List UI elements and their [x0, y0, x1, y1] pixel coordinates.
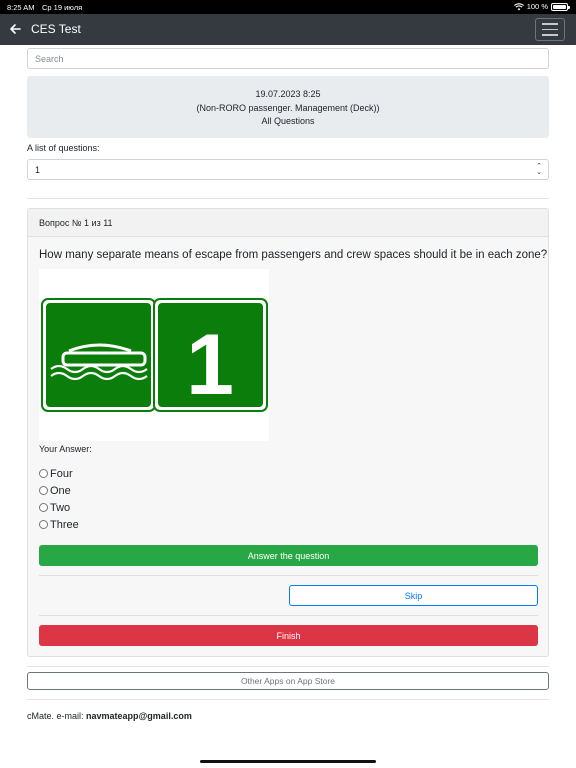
hamburger-icon [542, 23, 558, 25]
answer-option[interactable] [39, 499, 79, 516]
battery-percent: 100 % [526, 2, 548, 11]
answer-option[interactable] [39, 465, 79, 482]
answer-option[interactable] [39, 482, 79, 499]
status-right [514, 2, 568, 11]
answer-options [39, 465, 79, 533]
question-card-header: Вопрос № 1 из 11 [28, 209, 548, 237]
answer-option-label: Three [50, 518, 79, 531]
other-apps-button[interactable]: Other Apps on App Store [27, 672, 549, 690]
finish-button[interactable]: Finish [39, 625, 538, 646]
question-text: How many separate means of escape from passengers and crew spaces should it be in each zone? [39, 249, 548, 261]
question-card [27, 208, 549, 657]
answer-option-label: Four [50, 467, 73, 480]
status-date: Ср 19 июля [42, 3, 83, 12]
answer-option-label: One [50, 484, 71, 497]
question-image [39, 269, 269, 441]
radio-button[interactable] [39, 503, 48, 512]
menu-toggle-button[interactable] [535, 18, 565, 41]
divider [27, 699, 549, 700]
battery-icon [551, 3, 568, 11]
radio-button[interactable] [39, 486, 48, 495]
divider [39, 575, 538, 576]
status-bar [0, 0, 576, 14]
skip-button[interactable]: Skip [289, 585, 538, 606]
radio-button[interactable] [39, 469, 48, 478]
question-select-value: 1 [35, 165, 41, 175]
contact-email: navmateapp@gmail.com [86, 711, 192, 721]
navbar [0, 14, 576, 45]
answer-button[interactable]: Answer the question [39, 545, 538, 566]
divider [27, 666, 549, 667]
status-time: 8:25 AM [7, 3, 35, 12]
wifi-icon [514, 3, 524, 11]
home-indicator [200, 760, 376, 763]
select-chevron-icon: ⌃ ⌄ [536, 163, 542, 176]
test-category: (Non-RORO passenger. Management (Deck)) [196, 102, 380, 113]
divider [39, 615, 538, 616]
test-info-box [27, 76, 549, 138]
radio-button[interactable] [39, 520, 48, 529]
question-list-label: A list of questions: [27, 143, 100, 153]
divider [27, 198, 549, 199]
footer-prefix: cMate. e-mail: [27, 711, 87, 721]
footer [27, 711, 192, 721]
your-answer-label: Your Answer: [39, 444, 92, 454]
navbar-title: CES Test [31, 22, 81, 36]
answer-option-label: Two [50, 501, 71, 514]
sign-number: 1 [186, 317, 234, 413]
question-select[interactable] [27, 159, 549, 180]
back-arrow-icon[interactable] [8, 22, 22, 36]
search-input[interactable] [27, 48, 549, 69]
test-datetime: 19.07.2023 8:25 [255, 89, 321, 99]
answer-option[interactable] [39, 516, 79, 533]
test-scope: All Questions [261, 116, 315, 126]
